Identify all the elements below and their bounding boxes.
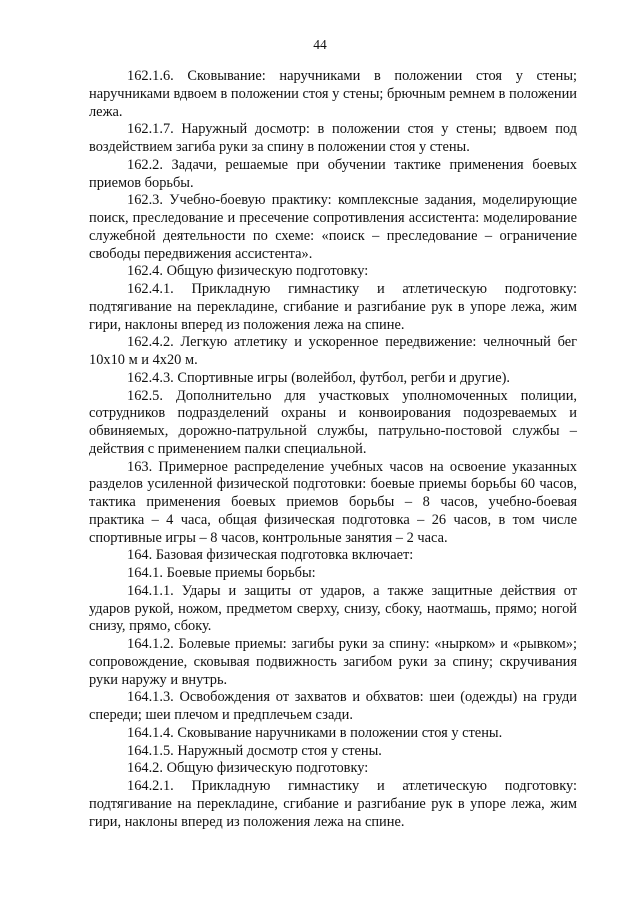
paragraph-162-2: 162.2. Задачи, решаемые при обучении тактике применения боевых приемов борьбы. xyxy=(89,156,577,191)
paragraph-164-1-2: 164.1.2. Болевые приемы: загибы руки за спину: «нырком» и «рывком»; сопровождение, сковывая подвижность загибом руки за спину; скручивания руки наружу и внутрь. xyxy=(89,636,577,688)
page-number: 44 xyxy=(313,37,327,52)
paragraph-162-4: 162.4. Общую физическую подготовку: xyxy=(127,263,369,280)
paragraph-162-3: 162.3. Учебно-боевую практику: комплексные задания, моделирующие поиск, преследование и пресечение сопротивления ассистента: моделирование служебной деятельности по схеме: «поиск – преследование – ограничение свободы передвижения ассистента». xyxy=(89,192,577,262)
paragraph-162-4-1: 162.4.1. Прикладную гимнастику и атлетическую подготовку: подтягивание на перекладине, сгибание и разгибание рук в упоре лежа, жим гири, наклоны вперед из положения лежа на спине. xyxy=(89,281,577,333)
paragraph-164: 164. Базовая физическая подготовка включает: xyxy=(127,547,414,564)
paragraph-162-1-7: 162.1.7. Наружный досмотр: в положении стоя у стены; вдвоем под воздействием загиба руки за спину в положении стоя у стены. xyxy=(89,121,577,155)
document-body xyxy=(89,68,577,831)
paragraph-164-1: 164.1. Боевые приемы борьбы: xyxy=(127,565,316,581)
paragraph-164-2-1: 164.2.1. Прикладную гимнастику и атлетическую подготовку: подтягивание на перекладине, сгибание и разгибание рук в упоре лежа, жим гири, наклоны вперед из положения лежа на спине. xyxy=(89,778,577,830)
paragraph-162-5: 162.5. Дополнительно для участковых уполномоченных полиции, сотрудников подразделений охраны и конвоирования подозреваемых и обвиняемых, дорожно-патрульной службы, патрульно-постовой службы – действия с применением палки специальной. xyxy=(89,387,577,457)
paragraph-164-2: 164.2. Общую физическую подготовку: xyxy=(127,760,369,777)
paragraph-163: 163. Примерное распределение учебных часов на освоение указанных разделов усиленной физической подготовки: боевые приемы борьбы 60 часов, тактика применения боевых приемов борьбы – 8 часов, учебно-боевая практика – 4 часа, общая физическая подготовка – 26 часов, в том числе спортивные игры – 8 часов, контрольные занятия – 2 часа. xyxy=(89,458,577,546)
paragraph-164-1-3: 164.1.3. Освобождения от захватов и обхватов: шеи (одежды) на груди спереди; шеи плечом и предплечьем сзади. xyxy=(89,689,577,723)
paragraph-162-4-2: 162.4.2. Легкую атлетику и ускоренное передвижение: челночный бег 10х10 м и 4х20 м. xyxy=(89,334,577,368)
paragraph-164-1-5: 164.1.5. Наружный досмотр стоя у стены. xyxy=(127,742,382,759)
paragraph-162-1-6: 162.1.6. Сковывание: наручниками в положении стоя у стены; наручниками вдвоем в положении стоя у стены; брючным ремнем в положении лежа. xyxy=(89,68,577,120)
paragraph-164-1-4: 164.1.4. Сковывание наручниками в положении стоя у стены. xyxy=(127,724,503,741)
paragraph-162-4-3: 162.4.3. Спортивные игры (волейбол, футбол, регби и другие). xyxy=(127,369,511,386)
paragraph-164-1-1: 164.1.1. Удары и защиты от ударов, а также защитные действия от ударов рукой, ножом, предметом сверху, снизу, сбоку, наотмашь, прямо; ногой снизу, прямо, сбоку. xyxy=(89,582,577,635)
